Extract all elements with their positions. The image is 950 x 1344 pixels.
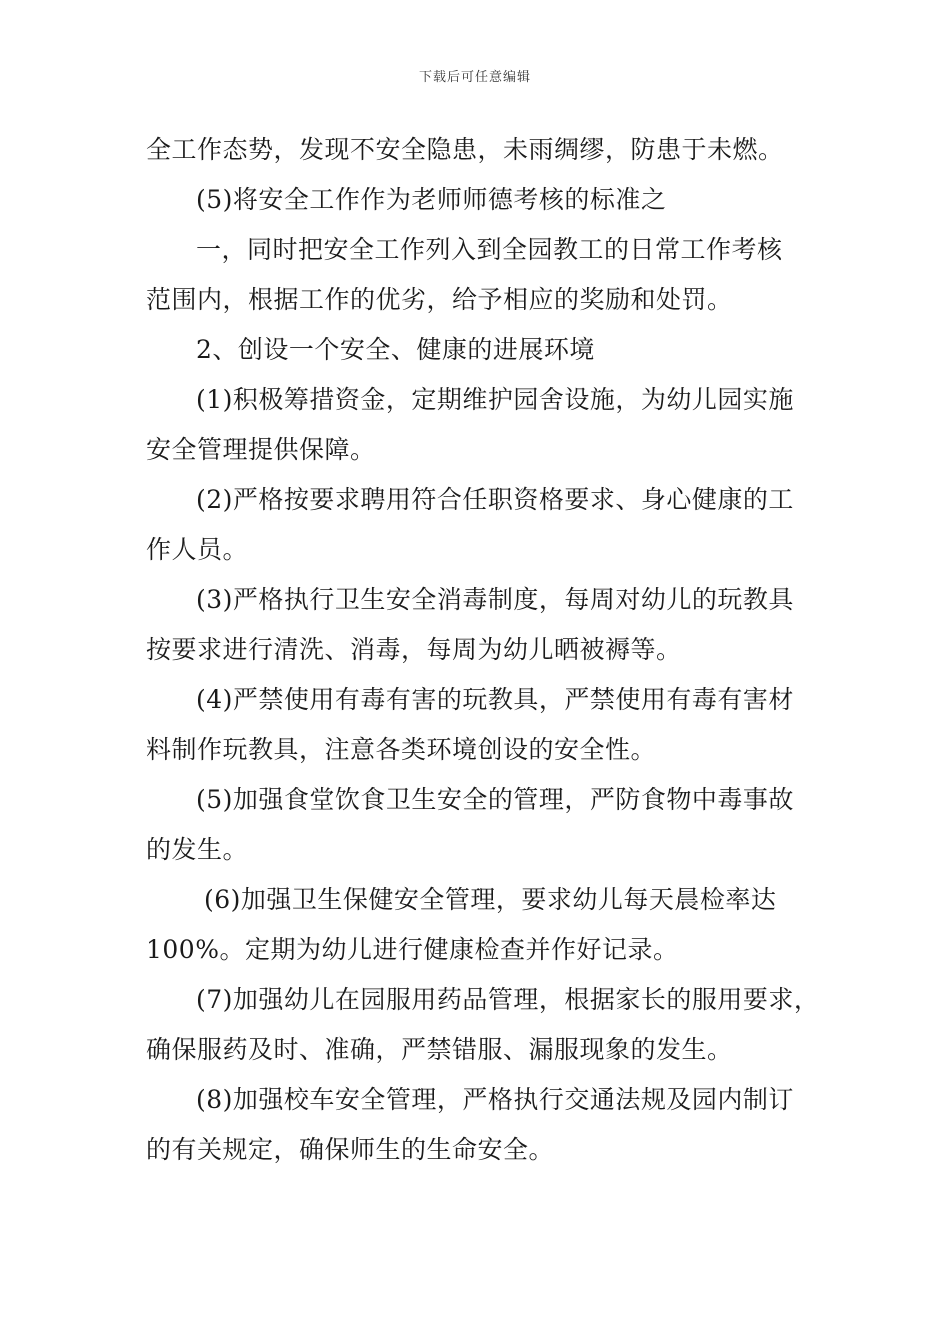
text-line: (6)加强卫生保健安全管理，要求幼儿每天晨检率达: [204, 885, 777, 914]
text-line: 按要求进行清洗、消毒，每周为幼儿晒被褥等。: [146, 635, 682, 664]
text-line: 的有关规定，确保师生的生命安全。: [146, 1135, 555, 1164]
text-line: (3)严格执行卫生安全消毒制度，每周对幼儿的玩教具: [196, 585, 794, 614]
text-line: (1)积极筹措资金，定期维护园舍设施，为幼儿园实施: [196, 385, 794, 414]
text-line: (5)将安全工作作为老师师德考核的标准之: [196, 185, 667, 214]
text-line: 2、创设一个安全、健康的进展环境: [196, 335, 595, 364]
text-line: 确保服药及时、准确，严禁错服、漏服现象的发生。: [146, 1035, 733, 1064]
text-line: 100%。定期为幼儿进行健康检查并作好记录。: [146, 935, 679, 964]
text-line: (5)加强食堂饮食卫生安全的管理，严防食物中毒事故: [196, 785, 794, 814]
text-line: (8)加强校车安全管理，严格执行交通法规及园内制订: [196, 1085, 794, 1114]
text-line: (7)加强幼儿在园服用药品管理，根据家长的服用要求，: [196, 985, 820, 1014]
page-header: 下载后可任意编辑: [418, 70, 531, 85]
text-line: (2)严格按要求聘用符合任职资格要求、身心健康的工: [196, 485, 794, 514]
text-line: 全工作态势，发现不安全隐患，未雨绸缪，防患于未燃。: [146, 135, 784, 164]
document-body: [146, 125, 820, 1175]
text-line: 范围内，根据工作的优劣，给予相应的奖励和处罚。: [146, 285, 733, 314]
text-line: 安全管理提供保障。: [146, 435, 376, 464]
text-line: 的发生。: [146, 835, 249, 864]
text-line: 作人员。: [146, 535, 249, 564]
text-line: 料制作玩教具，注意各类环境创设的安全性。: [146, 735, 657, 764]
text-line: 一，同时把安全工作列入到全园教工的日常工作考核: [196, 235, 783, 264]
text-line: (4)严禁使用有毒有害的玩教具，严禁使用有毒有害材: [196, 685, 794, 714]
